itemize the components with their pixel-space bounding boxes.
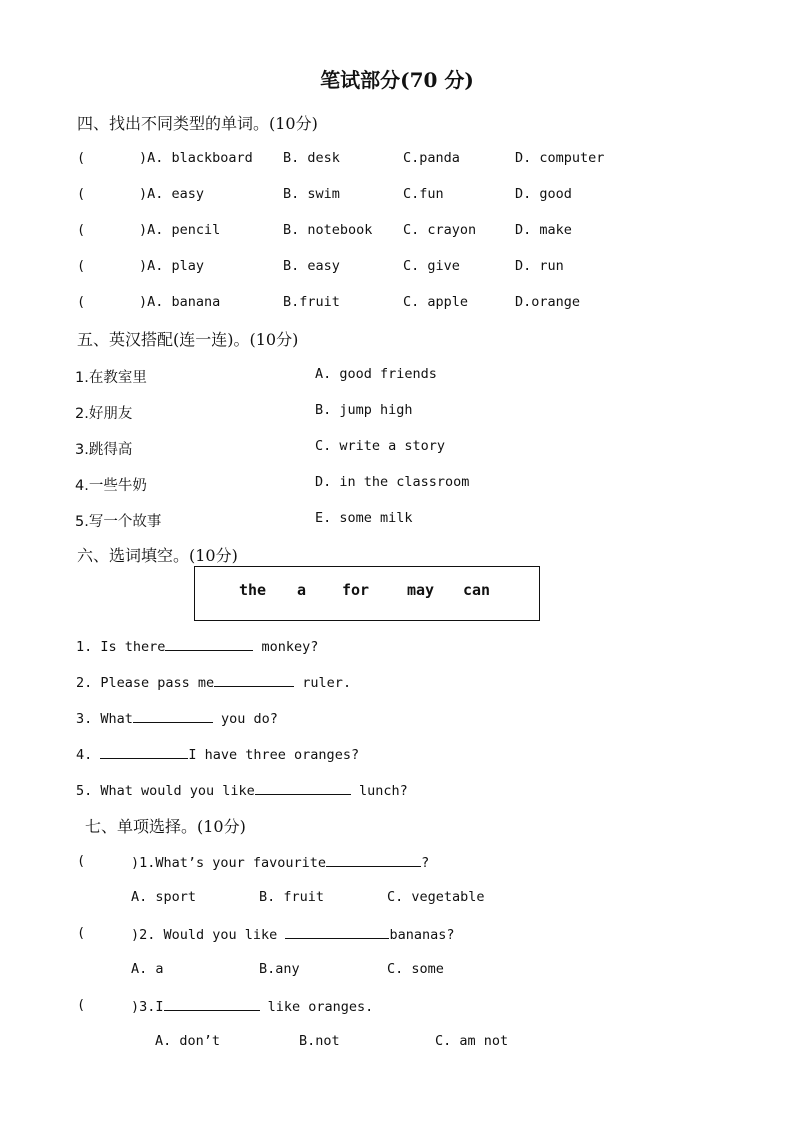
option-d: D. good (515, 186, 572, 202)
match-right[interactable]: E. some milk (315, 510, 413, 526)
question-text: 1. Is there (76, 639, 166, 655)
word-bank (194, 566, 540, 621)
option-a: )A. pencil (139, 222, 221, 238)
choice-option[interactable]: A. a (131, 961, 164, 977)
answer-paren[interactable]: ( (77, 150, 86, 166)
choice-option[interactable]: A. don’t (155, 1033, 221, 1049)
answer-blank[interactable] (255, 781, 351, 795)
word-bank-item: for (342, 581, 370, 599)
answer-blank[interactable] (214, 673, 294, 687)
answer-blank[interactable] (133, 709, 213, 723)
question-text: 3. What (76, 711, 133, 727)
fill-question-5 (76, 781, 408, 799)
option-d: D. run (515, 258, 564, 274)
question-text: monkey? (253, 639, 319, 655)
question-text: you do? (212, 711, 278, 727)
choice-option[interactable]: B. fruit (259, 889, 325, 905)
option-c: C. crayon (403, 222, 477, 238)
match-left[interactable]: 2.好朋友 (75, 406, 133, 422)
answer-paren[interactable]: ( (77, 258, 86, 274)
question-text: )3.I (131, 999, 164, 1015)
answer-blank[interactable] (165, 637, 253, 651)
match-right[interactable]: D. in the classroom (315, 474, 470, 490)
answer-blank[interactable] (100, 745, 188, 759)
option-a: )A. blackboard (139, 150, 253, 166)
answer-paren[interactable]: ( (77, 925, 86, 941)
question-text: ruler. (294, 675, 352, 691)
match-right[interactable]: C. write a story (315, 438, 446, 454)
section-5-heading: 五、英汉搭配(连一连)。(10分) (77, 330, 299, 349)
question-text: 2. Please pass me (76, 675, 215, 691)
answer-blank[interactable] (164, 997, 260, 1011)
question-text: like oranges. (259, 999, 374, 1015)
option-d: D.orange (515, 294, 581, 310)
answer-paren[interactable]: ( (77, 186, 86, 202)
word-bank-item: can (463, 581, 491, 599)
option-b: B. easy (283, 258, 340, 274)
option-c: C. give (403, 258, 460, 274)
page-title: 笔试部分(70 分) (320, 68, 474, 92)
option-b: B. swim (283, 186, 340, 202)
match-left[interactable]: 4.一些牛奶 (75, 478, 147, 494)
section-7-heading: 七、单项选择。(10分) (85, 817, 246, 836)
option-a: )A. play (139, 258, 205, 274)
question-text: bananas? (389, 927, 455, 943)
word-bank-item: may (407, 581, 435, 599)
option-a: )A. easy (139, 186, 205, 202)
question-text: 5. What would you like (76, 783, 255, 799)
option-c: C.fun (403, 186, 444, 202)
answer-paren[interactable]: ( (77, 222, 86, 238)
choice-option[interactable]: B.not (299, 1033, 340, 1049)
choice-option[interactable]: C. some (387, 961, 444, 977)
question-text: lunch? (350, 783, 408, 799)
choice-option[interactable]: B.any (259, 961, 300, 977)
fill-question-3 (76, 709, 278, 727)
fill-question-1 (76, 637, 318, 655)
option-b: B. desk (283, 150, 340, 166)
question-text: 4. (76, 747, 101, 763)
question-text: ? (421, 855, 430, 871)
choice-option[interactable]: C. vegetable (387, 889, 485, 905)
choice-option[interactable]: A. sport (131, 889, 197, 905)
match-right[interactable]: A. good friends (315, 366, 437, 382)
match-left[interactable]: 1.在教室里 (75, 370, 147, 386)
option-d: D. make (515, 222, 572, 238)
answer-blank[interactable] (285, 925, 389, 939)
answer-paren[interactable]: ( (77, 294, 86, 310)
choice-option[interactable]: C. am not (435, 1033, 509, 1049)
option-c: C.panda (403, 150, 460, 166)
option-b: B.fruit (283, 294, 340, 310)
match-right[interactable]: B. jump high (315, 402, 413, 418)
section-4-heading: 四、找出不同类型的单词。(10分) (77, 114, 318, 133)
option-c: C. apple (403, 294, 469, 310)
match-left[interactable]: 3.跳得高 (75, 442, 133, 458)
answer-paren[interactable]: ( (77, 853, 86, 869)
answer-paren[interactable]: ( (77, 997, 86, 1013)
option-b: B. notebook (283, 222, 373, 238)
fill-question-4 (76, 745, 359, 763)
question-text: )2. Would you like (131, 927, 286, 943)
match-left[interactable]: 5.写一个故事 (75, 514, 162, 530)
answer-blank[interactable] (326, 853, 421, 867)
fill-question-2 (76, 673, 351, 691)
option-a: )A. banana (139, 294, 221, 310)
section-6-heading: 六、选词填空。(10分) (77, 546, 238, 565)
word-bank-item: a (297, 581, 307, 599)
word-bank-item: the (239, 581, 267, 599)
question-text: I have three oranges? (188, 747, 360, 763)
option-d: D. computer (515, 150, 605, 166)
question-text: )1.What’s your favourite (131, 855, 327, 871)
